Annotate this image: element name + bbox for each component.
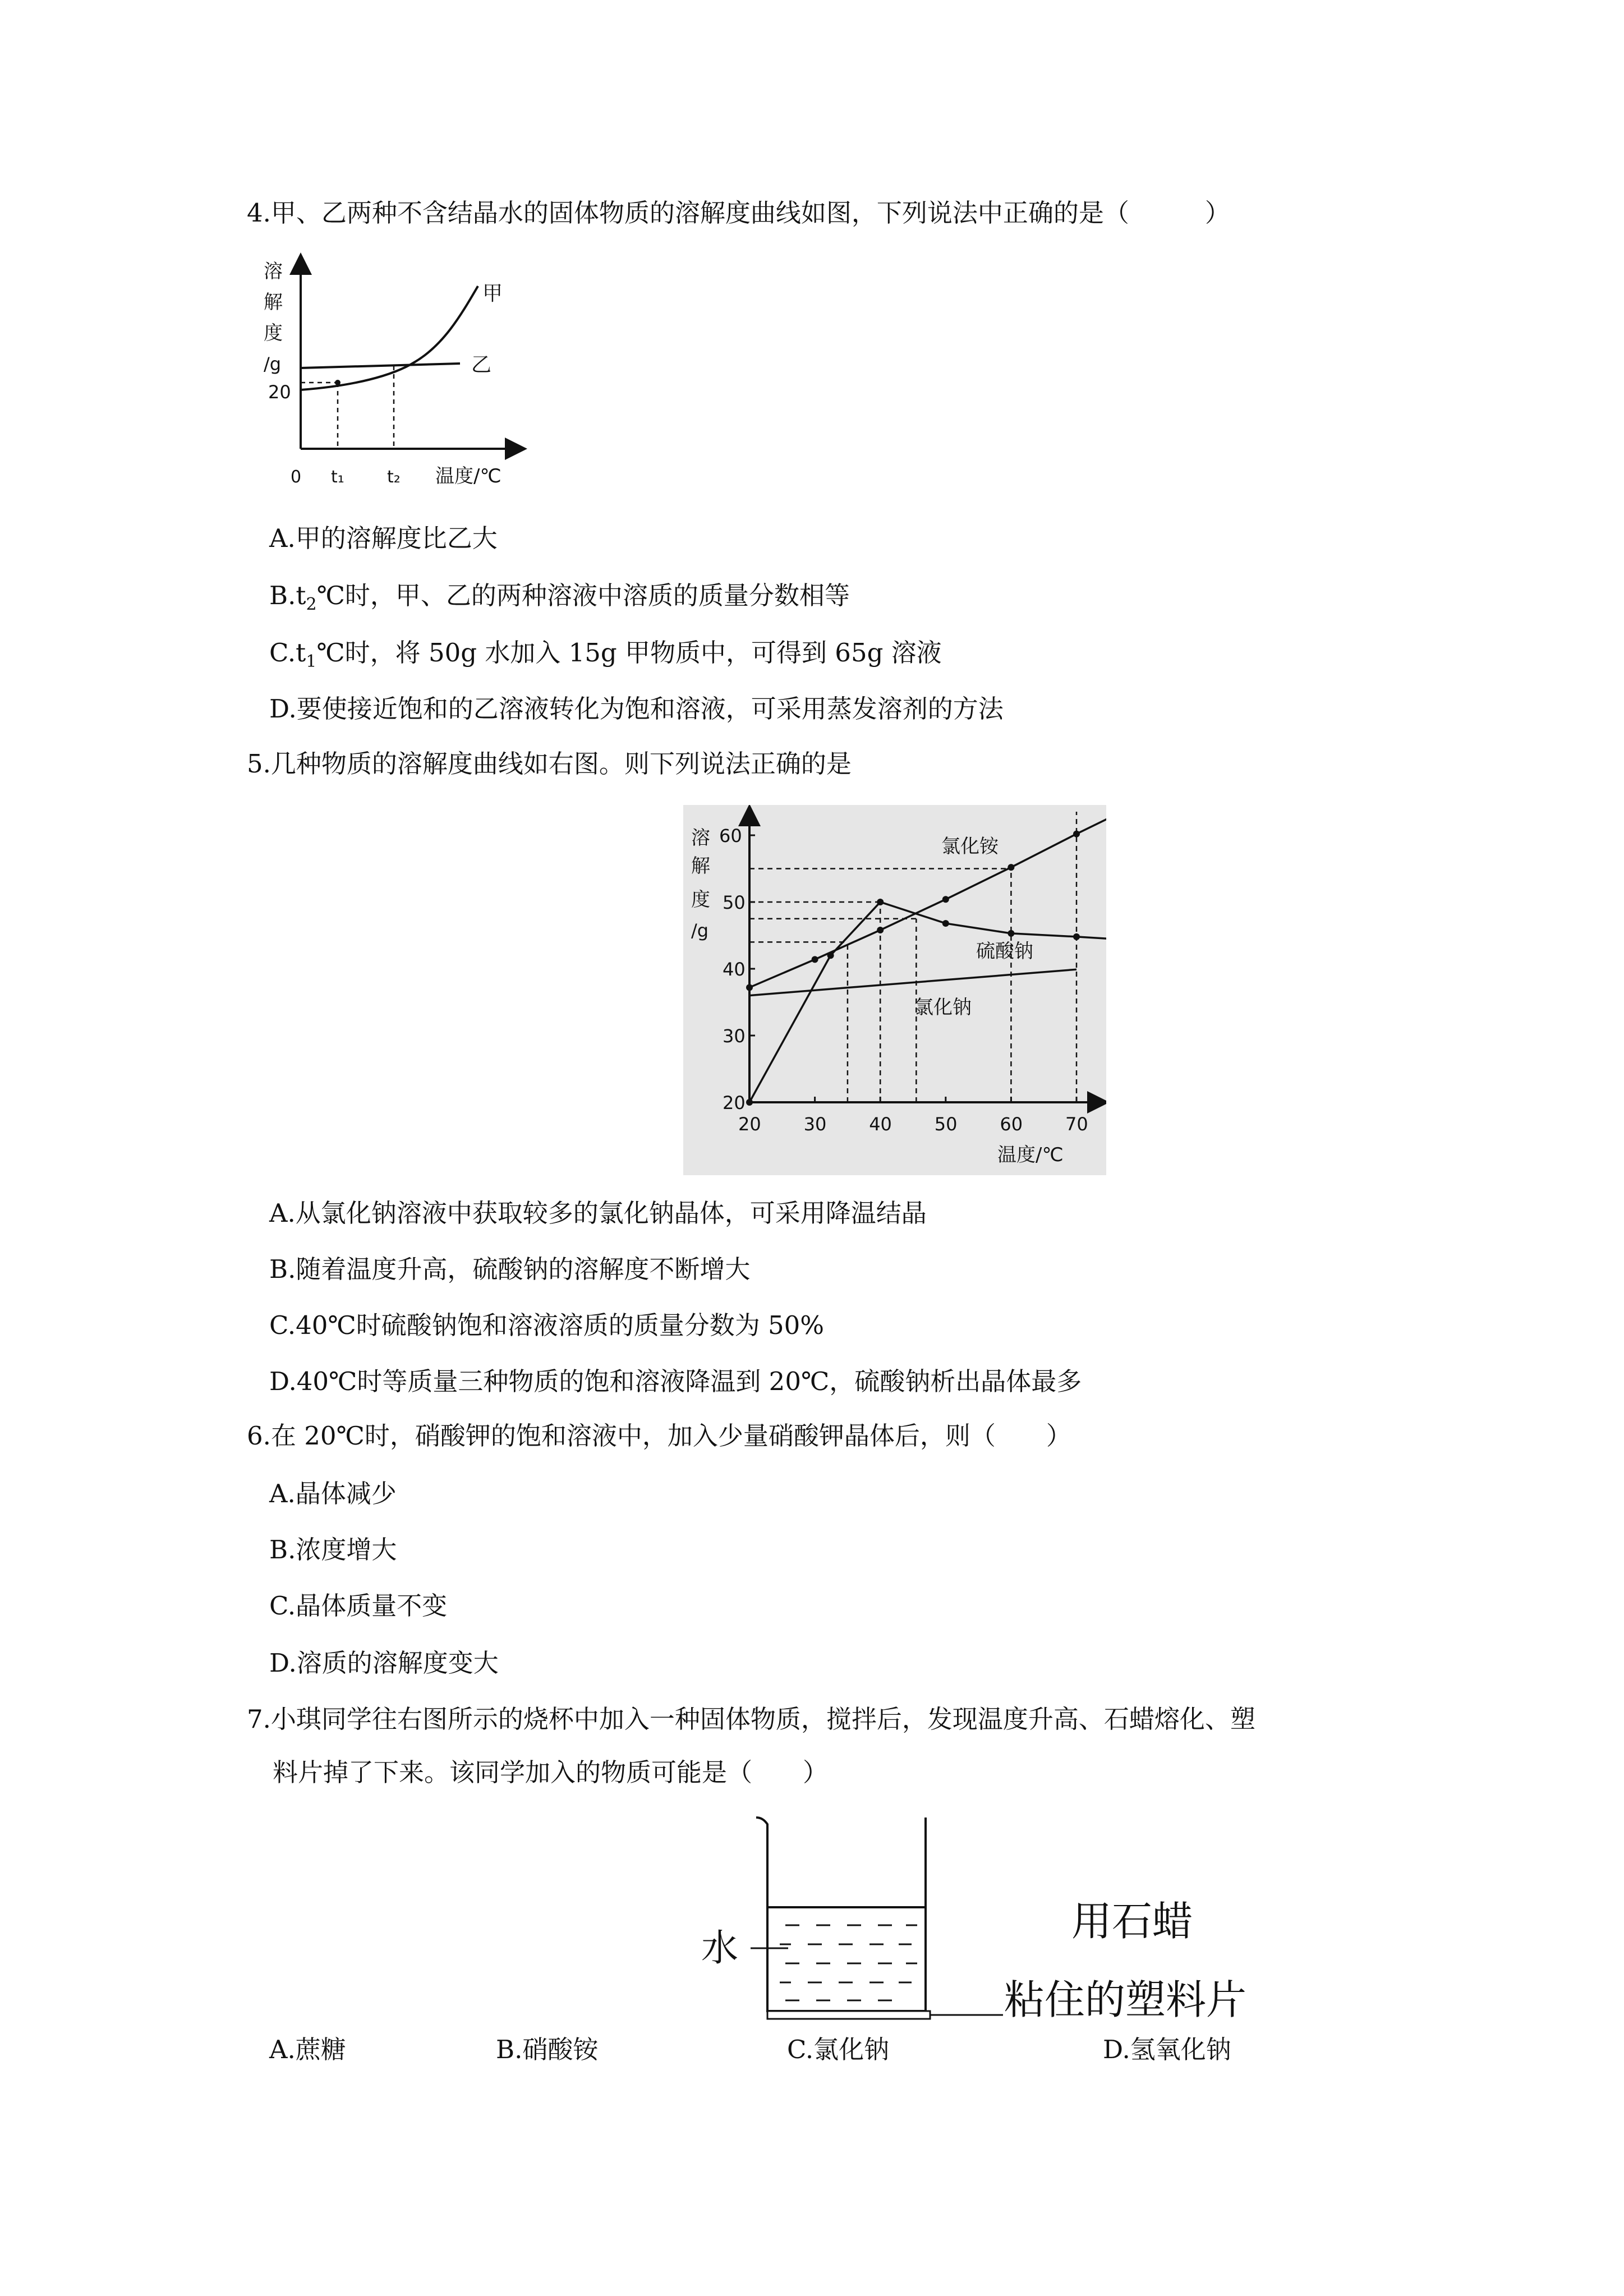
q5-x-tick-70: 70 xyxy=(1065,1114,1088,1135)
q4-y-label-1: 溶 xyxy=(264,260,283,283)
q5-marker-1 xyxy=(877,927,884,933)
q5-marker-3 xyxy=(1007,864,1014,871)
q5-y-label-3: 度 xyxy=(691,889,710,911)
q4-option-a: A.甲的溶解度比乙大 xyxy=(269,523,498,553)
q7-option-a: A.蔗糖 xyxy=(269,2035,346,2064)
sheet-label-line1: 用石蜡 xyxy=(1071,1898,1193,1945)
q7-option-b: B.硝酸铵 xyxy=(496,2035,599,2064)
q5-y-label-1: 溶 xyxy=(691,827,710,849)
q4-option-c-post: ℃时，将 50g 水加入 15g 甲物质中，可得到 65g 溶液 xyxy=(316,638,942,668)
q5-marker-5 xyxy=(746,984,753,991)
q7-option-d: D.氢氧化钠 xyxy=(1103,2035,1231,2064)
q5-x-tick-20: 20 xyxy=(738,1114,761,1135)
q4-line-yi xyxy=(301,364,460,368)
q5-y-label-4: /g xyxy=(691,920,709,941)
q4-option-b-post: ℃时，甲、乙的两种溶液中溶质的质量分数相等 xyxy=(316,581,850,610)
q5-option-d: D.40℃时等质量三种物质的饱和溶液降温到 20℃，硫酸钠析出晶体最多 xyxy=(269,1366,1082,1396)
q4-curve-jia xyxy=(301,286,478,390)
q5-x-label: 温度/℃ xyxy=(997,1144,1064,1166)
q5-marker-10 xyxy=(1073,933,1080,940)
q5-x-tick-50: 50 xyxy=(934,1114,958,1135)
q6-option-b: B.浓度增大 xyxy=(269,1535,397,1565)
q6-option-d: D.溶质的溶解度变大 xyxy=(269,1648,499,1678)
q6-option-a: A.晶体减少 xyxy=(269,1479,397,1508)
q4-y-label-3: 度 xyxy=(264,322,283,344)
q4-y-tick-20: 20 xyxy=(268,381,291,403)
q5-label-nacl: 氯化钠 xyxy=(914,996,972,1019)
q7-stem-line2: 料片掉了下来。该同学加入的物质可能是（ ） xyxy=(273,1757,829,1787)
q5-option-b: B.随着温度升高，硫酸钠的溶解度不断增大 xyxy=(269,1254,751,1284)
q4-option-d: D.要使接近饱和的乙溶液转化为饱和溶液，可采用蒸发溶剂的方法 xyxy=(269,694,1004,724)
q5-y-tick-30: 30 xyxy=(723,1025,746,1047)
q5-marker-0 xyxy=(812,956,818,963)
q7-option-c: C.氯化钠 xyxy=(787,2035,890,2064)
q5-x-tick-30: 30 xyxy=(803,1114,827,1135)
q5-marker-7 xyxy=(877,899,884,905)
q5-y-tick-20: 20 xyxy=(723,1092,746,1114)
q4-option-b xyxy=(269,579,850,616)
q4-point-t1 xyxy=(335,380,341,385)
q4-y-label-2: 解 xyxy=(264,291,283,314)
q5-option-a: A.从氯化钠溶液中获取较多的氯化钠晶体，可采用降温结晶 xyxy=(269,1198,927,1228)
q5-marker-9 xyxy=(1007,930,1014,937)
q4-option-b-sub: 2 xyxy=(306,595,317,614)
q4-option-c-sub: 1 xyxy=(306,652,317,671)
q5-marker-4 xyxy=(1073,831,1080,838)
q4-x-tick-t2: t₂ xyxy=(387,467,401,487)
q4-option-b-pre: B.t xyxy=(269,581,306,610)
q4-x-tick-t1: t₁ xyxy=(331,467,344,487)
q4-option-c-pre: C.t xyxy=(269,638,306,668)
q6-option-c: C.晶体质量不变 xyxy=(269,1591,448,1621)
water-label: 水 xyxy=(701,1926,738,1970)
water-dashes xyxy=(780,1925,917,2000)
q5-marker-6 xyxy=(827,952,834,959)
q5-x-tick-40: 40 xyxy=(869,1114,892,1135)
q4-solubility-chart xyxy=(247,252,539,499)
q5-stem: 5.几种物质的溶解度曲线如右图。则下列说法正确的是 xyxy=(247,749,852,779)
q4-stem: 4.甲、乙两种不含结晶水的固体物质的溶解度曲线如图，下列说法中正确的是（ ） xyxy=(247,198,1230,228)
q4-label-jia: 甲 xyxy=(482,282,503,305)
q4-option-c xyxy=(269,636,942,673)
q4-y-label-4: /g xyxy=(264,353,282,375)
q5-marker-2 xyxy=(942,896,949,903)
q5-y-label-2: 解 xyxy=(691,855,710,877)
q5-y-tick-60: 60 xyxy=(719,825,742,846)
q4-x-label: 温度/℃ xyxy=(435,465,502,487)
q4-label-yi: 乙 xyxy=(471,353,492,376)
plastic-sheet xyxy=(767,2011,930,2019)
q5-label-na2so4: 硫酸钠 xyxy=(976,940,1033,963)
q7-beaker-figure xyxy=(690,1806,1285,2031)
q4-x-tick-0: 0 xyxy=(291,467,302,487)
q5-x-tick-60: 60 xyxy=(1000,1114,1023,1135)
q5-solubility-chart xyxy=(683,805,1106,1175)
q5-marker-8 xyxy=(942,920,949,927)
q5-label-nh4cl: 氯化铵 xyxy=(941,835,999,858)
q5-option-c: C.40℃时硫酸钠饱和溶液溶质的质量分数为 50% xyxy=(269,1310,825,1340)
q7-stem-line1: 7.小琪同学往右图所示的烧杯中加入一种固体物质，搅拌后，发现温度升高、石蜡熔化、塑 xyxy=(247,1704,1255,1734)
q5-y-tick-40: 40 xyxy=(723,959,746,980)
q5-y-tick-50: 50 xyxy=(723,892,746,913)
q6-stem: 6.在 20℃时，硝酸钾的饱和溶液中，加入少量硝酸钾晶体后，则（ ） xyxy=(247,1421,1071,1451)
sheet-label-line2: 粘住的塑料片 xyxy=(1004,1976,1247,2023)
